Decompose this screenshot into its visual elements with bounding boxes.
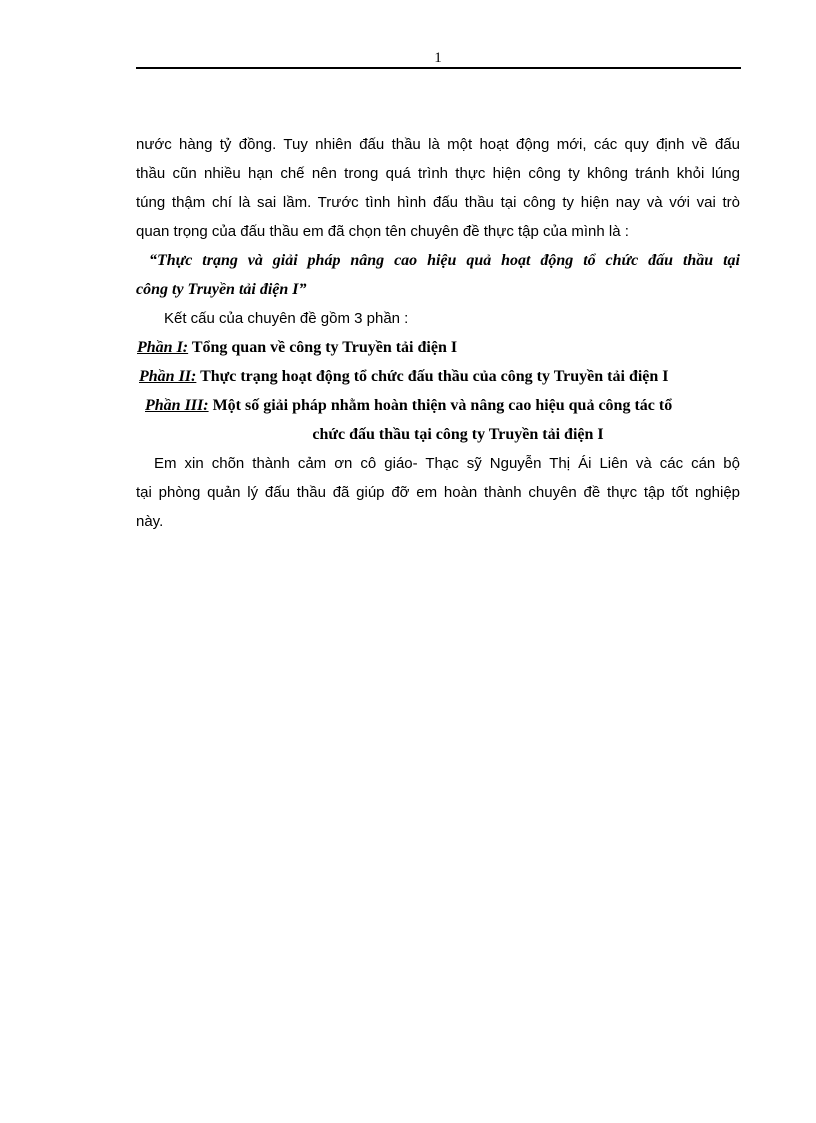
intro-line: nước hàng tỷ đồng. Tuy nhiên đấu thầu là một hoạt động mới, các quy định về đấu — [136, 136, 740, 153]
part-3-title: Một số giải pháp nhằm hoàn thiện và nâng cao hiệu quả công tác tổ — [208, 397, 673, 414]
part-3-label: Phần III: — [145, 397, 209, 414]
part-2-label: Phần II: — [139, 368, 197, 385]
part-1 — [136, 333, 740, 362]
intro-line: túng thậm chí là sai lầm. Trước tình hình đấu thầu tại công ty hiện nay và với vai trò — [136, 194, 740, 211]
intro-line: quan trọng của đấu thầu em đã chọn tên chuyên đề thực tập của mình là : — [136, 223, 629, 240]
part-1-label: Phần I: — [137, 339, 189, 356]
thanks-line: tại phòng quản lý đấu thầu đã giúp đỡ em hoàn thành chuyên đề thực tập tốt nghiệp — [136, 484, 740, 501]
page-number: 1 — [434, 50, 442, 66]
intro-paragraph — [136, 130, 740, 246]
topic-line: công ty Truyền tải điện I” — [136, 281, 307, 298]
acknowledgement-paragraph — [136, 449, 740, 536]
part-3 — [136, 391, 740, 420]
part-2-title: Thực trạng hoạt động tổ chức đấu thầu của công ty Truyền tải điện I — [196, 368, 669, 385]
thanks-line: này. — [136, 513, 164, 530]
topic-line: “Thực trạng và giải pháp nâng cao hiệu quả hoạt động tổ chức đấu thầu tại — [149, 252, 740, 269]
header-rule — [136, 67, 741, 69]
thanks-line: Em xin chõn thành cảm ơn cô giáo- Thạc sỹ Nguyễn Thị Ái Liên và các cán bộ — [154, 455, 740, 472]
structure-intro: Kết cấu của chuyên đề gồm 3 phần : — [164, 310, 409, 327]
part-2 — [136, 362, 740, 391]
part-3-continuation: chức đấu thầu tại công ty Truyền tải điện I — [312, 426, 604, 443]
part-1-title: Tổng quan về công ty Truyền tải điện I — [188, 339, 458, 356]
intro-line: thầu cũn nhiều hạn chế nên trong quá trình thực hiện công ty không tránh khỏi lúng — [136, 165, 740, 182]
thesis-topic — [136, 246, 740, 304]
document-body — [136, 130, 740, 536]
